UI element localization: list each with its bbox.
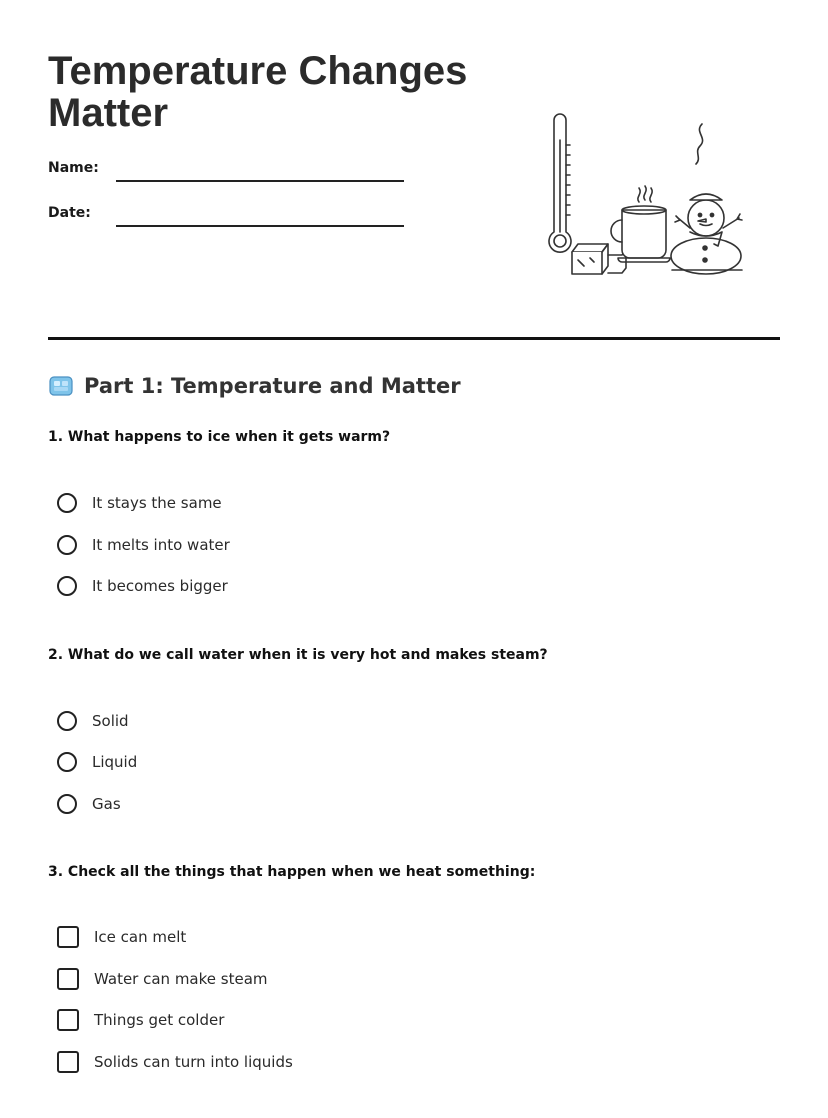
question-2: 2. What do we call water when it is very hot and makes steam? <box>48 647 548 663</box>
name-field[interactable] <box>116 180 404 182</box>
worksheet-title: Temperature Changes Matter <box>48 49 468 135</box>
q3-option-3[interactable] <box>57 1008 224 1032</box>
radio-button[interactable] <box>57 711 77 731</box>
checkbox[interactable] <box>57 968 79 990</box>
temperature-illustration <box>540 110 760 285</box>
q2-option-2[interactable] <box>57 750 137 774</box>
radio-button[interactable] <box>57 752 77 772</box>
q1-option-1[interactable] <box>57 491 222 515</box>
option-label: It becomes bigger <box>92 577 228 595</box>
q3-option-1[interactable] <box>57 925 186 949</box>
section-divider <box>48 337 780 340</box>
option-label: Gas <box>92 795 121 813</box>
date-label: Date: <box>48 205 91 221</box>
snowman-icon <box>671 124 742 274</box>
radio-button[interactable] <box>57 576 77 596</box>
date-field[interactable] <box>116 225 404 227</box>
checkbox[interactable] <box>57 1051 79 1073</box>
radio-button[interactable] <box>57 493 77 513</box>
option-label: Solid <box>92 712 129 730</box>
radio-button[interactable] <box>57 535 77 555</box>
q1-option-2[interactable] <box>57 533 230 557</box>
checkbox[interactable] <box>57 1009 79 1031</box>
option-label: It stays the same <box>92 494 222 512</box>
hot-mug-icon <box>611 186 670 262</box>
option-label: It melts into water <box>92 536 230 554</box>
option-label: Liquid <box>92 753 138 771</box>
part1-heading-text: Part 1: Temperature and Matter <box>84 374 461 398</box>
option-label: Ice can melt <box>94 928 187 946</box>
checkbox[interactable] <box>57 926 79 948</box>
q1-option-3[interactable] <box>57 574 228 598</box>
steam-icon <box>638 186 652 202</box>
q2-option-1[interactable] <box>57 709 129 733</box>
thermometer-icon <box>549 114 571 252</box>
radio-button[interactable] <box>57 794 77 814</box>
ice-cube-icon <box>48 373 74 399</box>
q3-option-4[interactable] <box>57 1050 293 1074</box>
option-label: Water can make steam <box>94 970 268 988</box>
question-1: 1. What happens to ice when it gets warm? <box>48 429 391 445</box>
part1-heading <box>48 373 461 399</box>
option-label: Solids can turn into liquids <box>94 1053 293 1071</box>
option-label: Things get colder <box>94 1011 225 1029</box>
name-label: Name: <box>48 160 99 176</box>
question-3: 3. Check all the things that happen when we heat something: <box>48 864 536 880</box>
q3-option-2[interactable] <box>57 967 268 991</box>
q2-option-3[interactable] <box>57 792 121 816</box>
